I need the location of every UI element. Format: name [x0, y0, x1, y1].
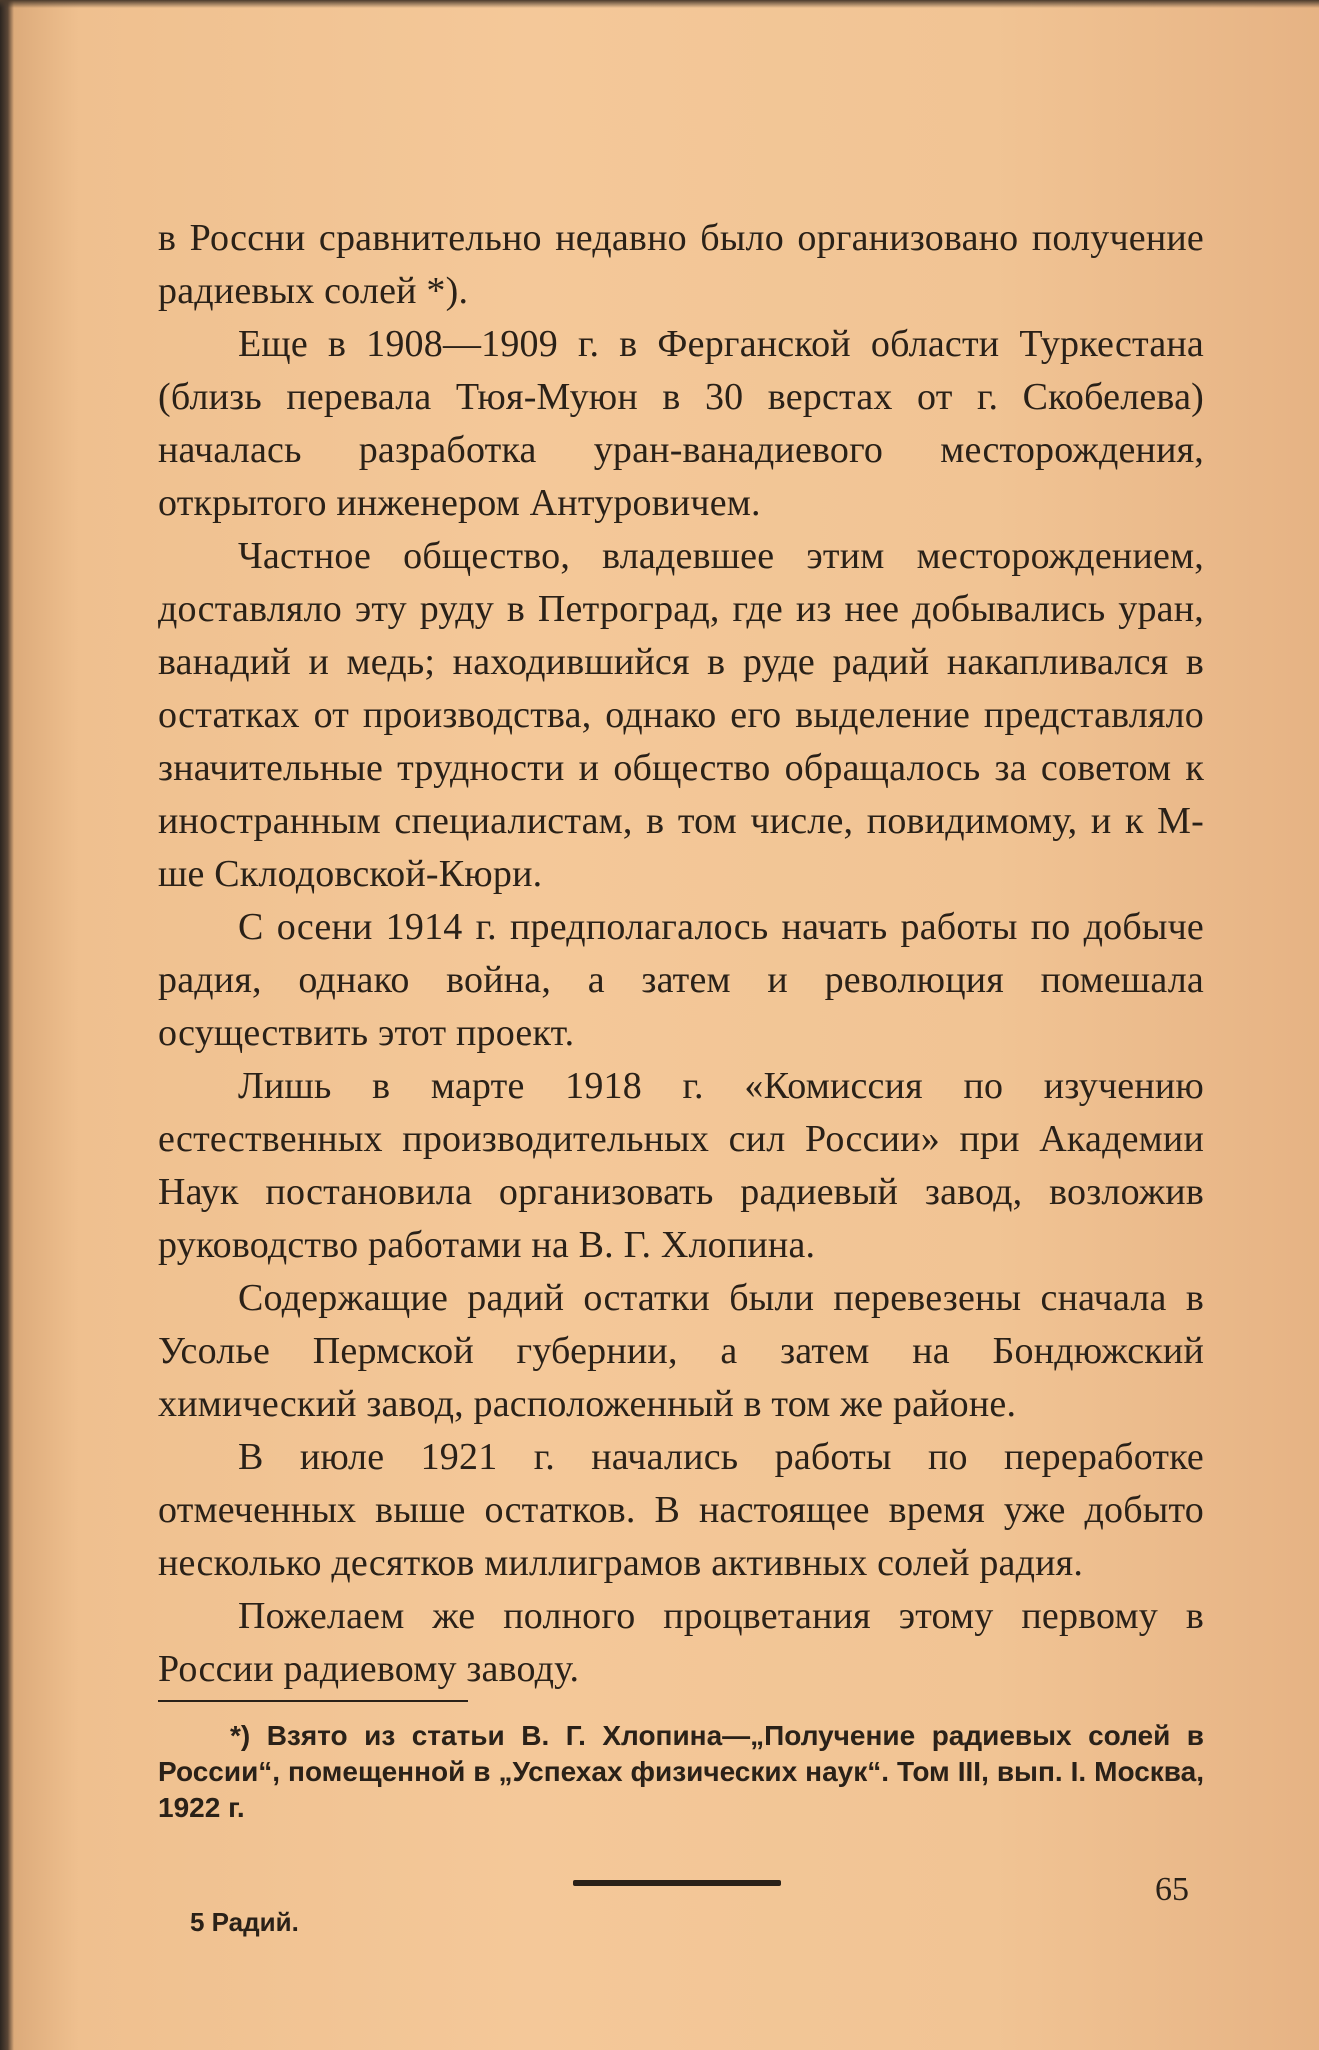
printer-signature: 5 Радий. — [190, 1907, 299, 1937]
paragraph-residues-transport: Содержащие радий остатки были перевезены сначала в Усолье Пермской губернии, а затем на Бондюжский химический завод, расположенный в том же районе. — [158, 1277, 1204, 1425]
page-top-edge — [0, 0, 1319, 8]
paragraph-continuation: в Россни сравнительно недавно было организовано получение радиевых солей *). — [158, 217, 1204, 312]
body-text — [158, 212, 1204, 1696]
paragraph-autumn-1914: С осени 1914 г. предполагалось начать работы по добыче радия, однако война, а затем и революция помешала осуществить этот проект. — [158, 906, 1204, 1054]
page-ornament-rule — [573, 1880, 781, 1886]
paragraph-fergana-deposit: Еще в 1908—1909 г. в Ферганской области Туркестана (близь перевала Тюя-Муюн в 30 верстах от г. Скобелева) началась разработка уран-ванадиевого месторождения, открытого инженером Антуровичем. — [158, 323, 1204, 524]
page-number: 65 — [1155, 1871, 1189, 1908]
footnote-divider — [158, 1700, 468, 1702]
paragraph-private-company: Частное общество, владевшее этим месторождением, доставляло эту руду в Петроград, где из нее добывались уран, ванадий и медь; находившийся в руде радий накапливался в остатках от производства, однако его выделение представляло значительные трудности и общество обращалось за советом к иностранным специалистам, в том числе, повидимому, и к М-ше Склодовской-Кюри. — [158, 535, 1204, 895]
paragraph-closing-wish: Пожелаем же полного процветания этому первому в России радиевому заводу. — [158, 1595, 1204, 1690]
page-binding-edge — [0, 0, 14, 2050]
footnote: *) Взято из статьи В. Г. Хлопина—„Получение радиевых солей в России“, помещенной в „Успехах физических наук“. Том III, вып. I. Москва, 1922 г. — [158, 1720, 1204, 1823]
paragraph-july-1921: В июле 1921 г. начались работы по переработке отмеченных выше остатков. В настоящее время уже добыто несколько десятков миллиграмов активных солей радия. — [158, 1436, 1204, 1584]
paragraph-march-1918: Лишь в марте 1918 г. «Комиссия по изучению естественных производительных сил России» при Академии Наук постановила организовать радиевый завод, возложив руководство работами на В. Г. Хлопина. — [158, 1065, 1204, 1266]
